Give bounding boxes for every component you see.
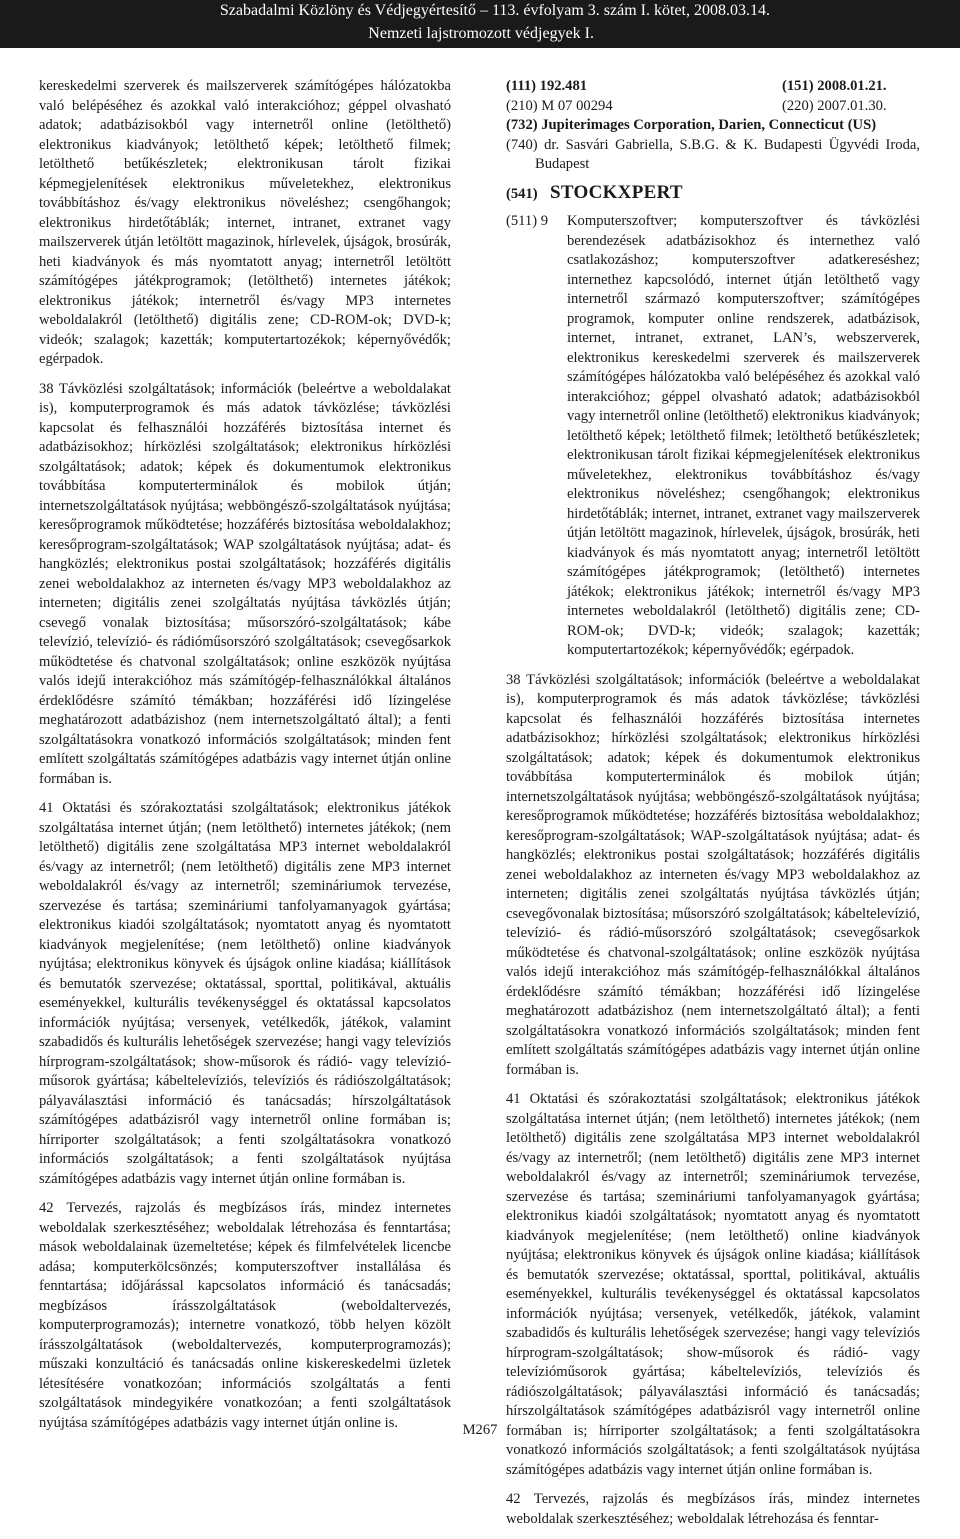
registration-date: (151) 2008.01.21. — [782, 78, 887, 94]
representative: (740) dr. Sasvári Gabriella, S.B.G. & K. Budapesti Ügyvédi Iroda, Budapest — [506, 136, 920, 172]
page-number: M267 — [462, 1422, 498, 1438]
trademark-record — [506, 77, 920, 661]
mark-row — [506, 183, 920, 205]
right-column — [506, 77, 920, 1539]
registration-number: (111) 192.481 — [506, 78, 588, 94]
class-42-paragraph: 42 Tervezés, rajzolás és megbízásos írás, mindez internetes weboldalak szerkesztéséhez; weboldalak létrehozása és fenntartása; mások weboldalainak üzemeltetése; képek és filmfelvételek licencbe adása; komputerkölcsönzés; komputerszoftver installálása és fenntartása; időjárással kapcsolatos információ és tanácsadás; megbízásos írásszolgáltatások (weboldaltervezés, komputerprogramozás); internetre vonatkozó, több helyen közölt írásszolgáltatások (weboldaltervezés, komputerprogramozás); műszaki konzultáció és tanácsadás online kiskereskedelmi üzletek létesítésére vonatkozóan; információs szolgáltatás a fenti szolgáltatások mindegyikére vonatkozóan; a fenti szolgáltatások nyújtása számítógépes adatbázis vagy internet útján online is. — [39, 1200, 451, 1431]
holder: (732) Jupiterimages Corporation, Darien, Connecticut (US) — [506, 117, 877, 133]
class-41-paragraph: 41 Oktatási és szórakoztatási szolgáltatások; elektronikus játékok szolgáltatása internet útján; (nem letölthető) internetes játékok; (nem letölthető) digitális zene szolgáltatása MP3 internet weboldalakról és/vagy az internetről; (nem letölthető) digitális zene MP3 internet weboldalakról és/vagy az internetről; szemináriumok tervezése, szervezése és tartása; szemináriumi tanfolyamanyagok gyártása; elektronikus kiadói szolgáltatások; nyomtatott anyag és nyomtatott kiadványok megjelenítése; (nem letölthető) online kiadványok nyújtása; elektronikus könyvek és újságok online kiadása; kiállítások és bemutatók szervezése; oktatással, sporttal, politikával, aktuális eseményekkel, kulturális tevékenységgel és oktatással kapcsolatos információk nyújtása; versenyek, vetélkedők, játékok, valamint szabadidős és kulturális lehetőségek szervezése; hangi vagy televíziós hírprogram-szolgáltatások; show-műsorok és rádió- vagy televízióműsorok gyártása; kábeltelevíziós, televíziós és rádiószolgáltatások; pályaválasztási információ és tanácsadás; hírszolgáltatások számítógépes adatbázisról vagy internetről online formában is; hírriporter szolgáltatások; a fenti szolgáltatásokra vonatkozó információs szolgáltatások; a fenti szolgáltatások nyújtása számítógépes adatbázis vagy internet útján online formában is. — [506, 1091, 920, 1478]
class-41-paragraph: 41 Oktatási és szórakoztatási szolgáltatások; elektronikus játékok szolgáltatása internet útján; (nem letölthető) internetes játékok; (nem letölthető) digitális zene szolgáltatása MP3 internet weboldalakról és/vagy az internetről; (nem letölthető) digitális zene MP3 internet weboldalakról és/vagy az internetről; szemináriumok tervezése, szervezése és tartása; szemináriumi tanfolyamanyagok gyártása; elektronikus kiadói szolgáltatások; nyomtatott anyag és nyomtatott kiadványok megjelenítése; (nem letölthető) online kiadványok nyújtása; elektronikus könyvek és újságok online kiadása; kiállítások és bemutatók szervezése; oktatással, sporttal, politikával, aktuális eseményekkel, kulturális tevékenységgel és oktatással kapcsolatos információk nyújtása; versenyek, vetélkedők, játékok, valamint szabadidős és kulturális lehetőségek szervezése; hangi vagy televíziós hírprogram-szolgáltatások; show-műsorok és rádió- vagy televízió-műsorok gyártása; kábeltelevíziós, televíziós és rádiószolgáltatások; pályaválasztási információ és tanácsadás; hírszolgáltatások számítógépes adatbázisról vagy internetről online formában is; hírriporter szolgáltatások; a fenti szolgáltatásokra vonatkozó információs szolgáltatások; a fenti szolgáltatások nyújtása számítógépes adatbázis vagy internet útján online formában is. — [39, 800, 451, 1187]
class-38-paragraph: 38 Távközlési szolgáltatások; információk (beleértve a weboldalakat is), komputerprogramok és más adatok távközlése; távközlési kapcsolat és felhasználói hozzáférés biztosítása internet és adatbázisokhoz; hírközlési szolgáltatások; elektronikus hírközlési szolgáltatások; adatok; képek és dokumentumok elektronikus továbbítása komputerterminálok és mobilok útján; internetszolgáltatások nyújtása; webböngésző-szolgáltatások nyújtása; keresőprogramok működtetése; hozzáférés biztosítása weboldalakhoz; keresőprogram-szolgáltatások; WAP szolgáltatások nyújtása; adat- és hangközlés; elektronikus postai szolgáltatások; hozzáférés digitális zenei weboldalakhoz az interneten és/vagy MP3 weboldalakhoz az interneten; digitális zenei szolgáltatás nyújtása távközlés útján; csevegő vonalak biztosítása; műsorszóró-szolgáltatások; kábe televízió, televízió- és rádióműsorszóró szolgáltatások; csevegősarkok működtetése és chatvonal szolgáltatások; online eszközök nyújtása valós idejű interakcióhoz más számítógép-felhasználókkal általános érdeklődésre számító témákban; hozzáférési idő lízingelése meghatározott adatbázishoz (nem internetszolgáltató által); a fenti szolgáltatásokra vonatkozó információs szolgáltatások; minden fent említett szolgáltatás számítógépes adatbázis vagy internet útján online formában is. — [39, 380, 451, 787]
goods-text: Komputerszoftver; komputerszoftver és távközlési berendezések adatbázisokhoz és internethez való csatlakozáshoz; komputerszoftver adatkereséshez; internethez kapcsolódó, internet útján letölthető vagy internetről származó komputerszoftver; számítógépes programok, komputer online rendszerek, adatbázisok, internet, intranet, extranet, LAN’s, webszerverek, elektronikus kereskedelmi szerverek és mailszerverek számítógépes hálózatokba való belépéséhez és azokkal való interakcióhoz; géppel olvasható adatok; adatbázisokból vagy internetről online (letölthető) elektronikus kiadványok; letölthető képek; letölthető filmek; letölthető betűkészletek; elektronikusan tárolt fizikai képmegjelenítések elektronikus műveletekhez, elektronikus továbbításhoz és/vagy elektronikus növeléshez; csengőhangok; elektronikus hirdetőtáblák; internet, intranet, extranet vagy mailszerverek útján letöltött magazinok, hírlevelek, újságok, brosúrák, heti kiadványok és más nyomtatott anyag; internetről letöltött számítógépes játékprogramok; (letölthető) internetes játékok; elektronikus játékok; internetről és/vagy MP3 internetes weboldalakról (letölthető) digitális zene; CD-ROM-ok; DVD-k; videók; szalagok; kazetták; komputertartozékok; képernyővédők; egérpadok. — [567, 213, 920, 658]
record-row-111 — [506, 77, 920, 97]
class-9-continuation: kereskedelmi szerverek és mailszerverek számítógépes hálózatokba való belépéséhez és azokkal való interakcióhoz; géppel olvasható adatok; adatbázisokból vagy internetről online (letölthető) elektronikus kiadványok; letölthető képek; letölthető filmek; letölthető betűkészletek; elektronikusan tárolt fizikai képmegjelenítések elektronikus műveletekhez, elektronikus továbbításhoz és/vagy elektronikus növeléshez; csengőhangok; elektronikus hirdetőtáblák; internet, intranet, extranet vagy mailszerverek útján letöltött magazinok, hírlevelek, újságok, brosúrák, heti kiadványok és más nyomtatott anyag; internetről letöltött számítógépes játékprogramok; (letölthető) internetes játékok; elektronikus játékok; internetről és/vagy MP3 internetes weboldalakról (letölthető) digitális zene; CD-ROM-ok; DVD-k; videók; szalagok; kazetták; komputertartozékok; képernyővédők; egérpadok. — [39, 78, 451, 367]
publication-title: Szabadalmi Közlöny és Védjegyértesítő – 113. évfolyam 3. szám I. kötet, 2008.03.14. — [219, 2, 770, 19]
mark-code: (541) — [506, 185, 538, 202]
class-38-paragraph: 38 Távközlési szolgáltatások; információk (beleértve a weboldalakat is), komputerprogramok és más adatok távközlése; távközlési kapcsolat és felhasználói hozzáférés biztosítása internetes adatbázisokhoz; hírközlési szolgáltatások; elektronikus hírközlési szolgáltatások; adatok; képek és dokumentumok elektronikus továbbítása komputerterminálok és mobilok útján; internetszolgáltatások nyújtása; webböngésző-szolgáltatások nyújtása; keresőprogramok működtetése; hozzáférés biztosítása weboldalakhoz; keresőprogram-szolgáltatások; WAP-szolgáltatások nyújtása; adat- és hangközlés; elektronikus postai szolgáltatások; hozzáférés digitális zenei weboldalakhoz az interneten és/vagy MP3 weboldalakhoz az interneten; digitális zenei szolgáltatás nyújtása távközlés útján; csevegővonalak biztosítása; műsorszóró szolgáltatások; kábeltelevízió, televízió- és rádió-műsorszóró szolgáltatások; csevegősarkok működtetése és chatvonal-szolgáltatások; online eszközök nyújtása valós idejű interakcióhoz más számítógép-felhasználókkal általános érdeklődésre számító témákban; hozzáférési idő lízingelése meghatározott adatbázishoz (nem internetszolgáltató által); a fenti szolgáltatásokra vonatkozó információs szolgáltatások; minden fent említett szolgáltatás számítógépes adatbázis vagy internet útján online formában is. — [506, 671, 920, 1078]
record-row-210 — [506, 97, 920, 117]
application-number: (210) M 07 00294 — [506, 97, 613, 114]
mark-name: STOCKXPERT — [550, 181, 683, 203]
page-header — [0, 0, 960, 48]
class-42-paragraph: 42 Tervezés, rajzolás és megbízásos írás, mindez internetes weboldalak szerkesztéséhez; weboldalak létrehozása és fenntar- — [506, 1491, 920, 1527]
filing-date: (220) 2007.01.30. — [782, 97, 887, 114]
section-title: Nemzeti lajstromozott védjegyek I. — [368, 25, 594, 42]
goods-code: (511) 9 — [506, 213, 549, 229]
goods-class-9 — [506, 212, 920, 661]
left-column — [39, 77, 451, 1443]
